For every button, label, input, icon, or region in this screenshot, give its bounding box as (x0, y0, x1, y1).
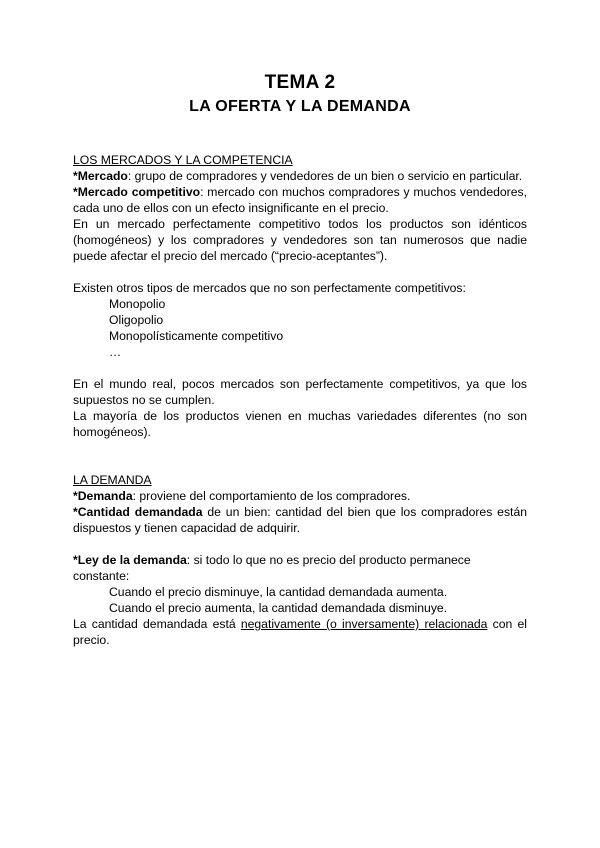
spacer (73, 360, 527, 376)
list-item: Cuando el precio aumenta, la cantidad demandada disminuye. (109, 601, 448, 615)
definition-ley-demanda (73, 552, 527, 584)
paragraph-otros-tipos: Existen otros tipos de mercados que no son perfectamente competitivos: (73, 281, 466, 295)
relacion-text: La cantidad demandada está (73, 617, 241, 631)
term-mercado-competitivo: *Mercado competitivo (73, 185, 201, 199)
paragraph-mundo-real: En el mundo real, pocos mercados son perfectamente competitivos, ya que los supuestos no se cumplen. (73, 377, 527, 407)
paragraph-relacion (73, 616, 527, 648)
term-ley-demanda: *Ley de la demanda (73, 553, 187, 567)
document-body (73, 152, 527, 648)
spacer (73, 440, 527, 472)
paragraph-perfectamente-competitivo: En un mercado perfectamente competitivo todos los productos son idénticos (homogéneos) y los compradores y vendedores son tan numerosos que nadie puede afectar el precio del mercado (“precio-aceptantes”). (73, 217, 527, 263)
section-heading-mercados: LOS MERCADOS Y LA COMPETENCIA (73, 153, 293, 167)
list-item: … (109, 345, 122, 359)
paragraph-variedades: La mayoría de los productos vienen en muchas variedades diferentes (no son homogéneos). (73, 409, 527, 439)
list-item: Monopolio (109, 297, 166, 311)
spacer (73, 264, 527, 280)
term-demanda: *Demanda (73, 489, 133, 503)
list-item: Monopolísticamente competitivo (109, 329, 284, 343)
definition-text: : proviene del comportamiento de los compradores. (132, 489, 411, 503)
definition-text: de un bien: cantidad del bien que los compradores están dispuestos y tienen capacidad de adquirir. (73, 505, 527, 535)
relacion-text-end: con el precio. (73, 617, 527, 647)
definition-cantidad-demandada (73, 504, 527, 536)
definition-demanda (73, 488, 527, 504)
definition-mercado (73, 168, 527, 184)
relacion-underlined-text: negativamente (o inversamente) relacionada (240, 617, 488, 631)
definition-mercado-competitivo (73, 184, 527, 216)
definition-text: : si todo lo que no es precio del producto permanece constante: (73, 553, 471, 583)
term-cantidad-demandada: *Cantidad demandada (73, 505, 203, 519)
page-subtitle: LA OFERTA Y LA DEMANDA (189, 98, 411, 115)
definition-text: : mercado con muchos compradores y muchos vendedores, cada uno de ellos con un efecto insignificante en el precio. (73, 185, 527, 215)
page-title: TEMA 2 (264, 72, 336, 93)
definition-text: : grupo de compradores y vendedores de un bien o servicio en particular. (127, 169, 523, 183)
term-mercado: *Mercado (73, 169, 128, 183)
section-heading-demanda: LA DEMANDA (73, 473, 152, 487)
spacer (73, 536, 527, 552)
list-item: Cuando el precio disminuye, la cantidad demandada aumenta. (109, 585, 448, 599)
list-item: Oligopolio (109, 313, 164, 327)
